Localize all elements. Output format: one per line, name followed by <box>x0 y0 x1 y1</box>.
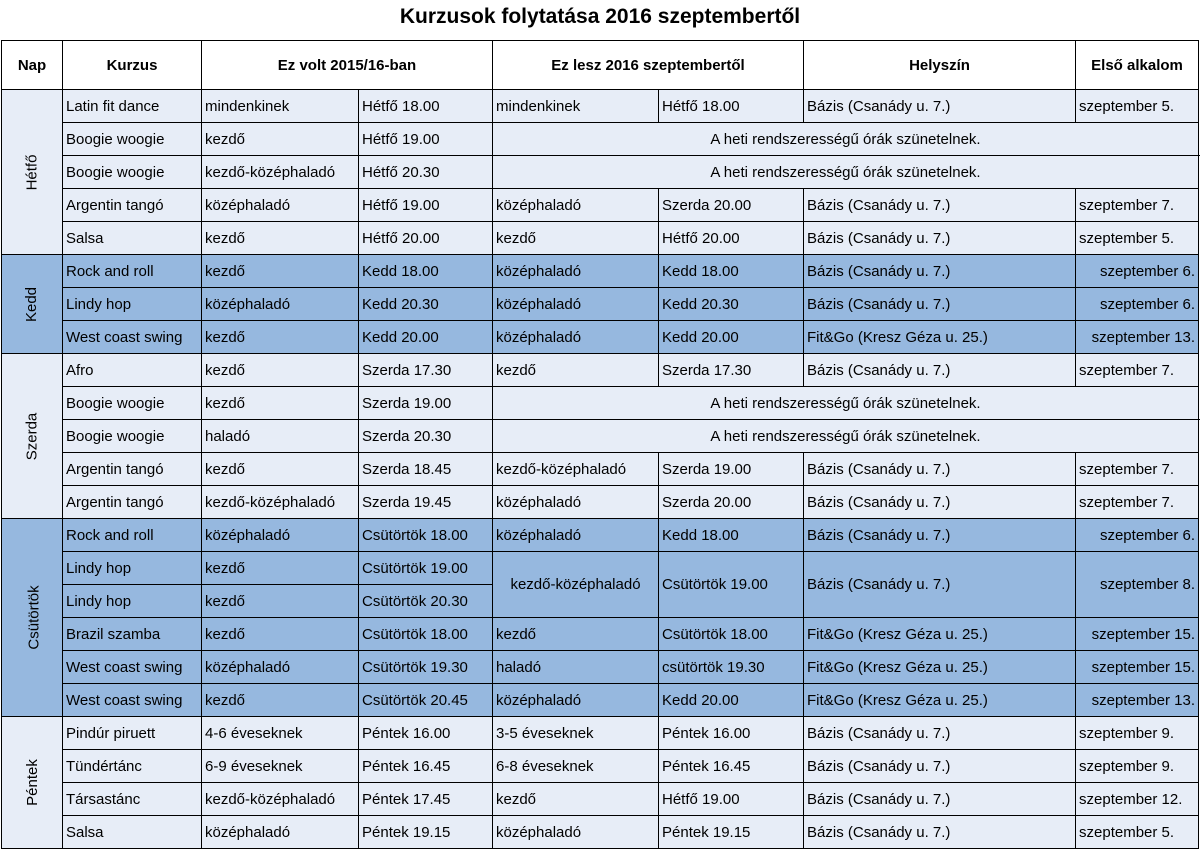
course-cell: West coast swing <box>63 684 202 717</box>
place-cell: Bázis (Csanády u. 7.) <box>804 519 1076 552</box>
first-cell: szeptember 13. <box>1076 321 1199 354</box>
course-cell: Boogie woogie <box>63 123 202 156</box>
header-day: Nap <box>2 41 63 90</box>
new-level-cell: 3-5 éveseknek <box>493 717 659 750</box>
old-level-cell: mindenkinek <box>202 90 359 123</box>
place-cell: Bázis (Csanády u. 7.) <box>804 816 1076 849</box>
old-level-cell: középhaladó <box>202 189 359 222</box>
old-level-cell: kezdő <box>202 552 359 585</box>
schedule-table <box>1 40 1199 849</box>
old-level-cell: kezdő-középhaladó <box>202 783 359 816</box>
old-time-cell: Kedd 20.00 <box>359 321 493 354</box>
course-cell: Boogie woogie <box>63 420 202 453</box>
course-cell: West coast swing <box>63 651 202 684</box>
day-label-tuesday: Kedd <box>2 255 63 354</box>
course-cell: Argentin tangó <box>63 486 202 519</box>
day-label-wednesday: Szerda <box>2 354 63 519</box>
new-level-cell: kezdő <box>493 222 659 255</box>
table-row <box>2 354 1199 387</box>
new-time-cell: Kedd 18.00 <box>659 255 804 288</box>
new-time-cell: Kedd 20.00 <box>659 321 804 354</box>
place-cell: Fit&Go (Kresz Géza u. 25.) <box>804 651 1076 684</box>
new-time-cell: Kedd 20.30 <box>659 288 804 321</box>
place-cell: Bázis (Csanády u. 7.) <box>804 90 1076 123</box>
new-time-cell: Szerda 20.00 <box>659 486 804 519</box>
header-new: Ez lesz 2016 szeptembertől <box>493 41 804 90</box>
table-row <box>2 321 1199 354</box>
old-time-cell: Szerda 20.30 <box>359 420 493 453</box>
day-label-monday: Hétfő <box>2 90 63 255</box>
old-time-cell: Szerda 17.30 <box>359 354 493 387</box>
new-level-cell: haladó <box>493 651 659 684</box>
table-row <box>2 387 1199 420</box>
table-row <box>2 123 1199 156</box>
place-cell: Bázis (Csanády u. 7.) <box>804 783 1076 816</box>
suspended-note: A heti rendszerességű órák szünetelnek. <box>493 123 1199 156</box>
new-level-cell: középhaladó <box>493 189 659 222</box>
old-time-cell: Csütörtök 18.00 <box>359 618 493 651</box>
course-cell: Lindy hop <box>63 288 202 321</box>
place-cell: Bázis (Csanády u. 7.) <box>804 288 1076 321</box>
old-time-cell: Kedd 20.30 <box>359 288 493 321</box>
table-row <box>2 717 1199 750</box>
new-level-cell: kezdő <box>493 783 659 816</box>
course-cell: Salsa <box>63 222 202 255</box>
first-cell: szeptember 5. <box>1076 816 1199 849</box>
old-time-cell: Kedd 18.00 <box>359 255 493 288</box>
first-cell: szeptember 13. <box>1076 684 1199 717</box>
course-cell: Boogie woogie <box>63 387 202 420</box>
new-level-cell: középhaladó <box>493 255 659 288</box>
table-row <box>2 750 1199 783</box>
header-place: Helyszín <box>804 41 1076 90</box>
table-row <box>2 189 1199 222</box>
table-row <box>2 552 1199 585</box>
course-cell: Argentin tangó <box>63 189 202 222</box>
place-cell: Fit&Go (Kresz Géza u. 25.) <box>804 618 1076 651</box>
old-time-cell: Péntek 17.45 <box>359 783 493 816</box>
day-label-friday: Péntek <box>2 717 63 849</box>
old-time-cell: Hétfő 20.30 <box>359 156 493 189</box>
table-row <box>2 156 1199 189</box>
new-level-cell: kezdő <box>493 618 659 651</box>
place-cell: Fit&Go (Kresz Géza u. 25.) <box>804 684 1076 717</box>
new-level-cell: kezdő-középhaladó <box>493 453 659 486</box>
first-cell: szeptember 5. <box>1076 222 1199 255</box>
new-level-cell: középhaladó <box>493 288 659 321</box>
new-time-cell: Szerda 19.00 <box>659 453 804 486</box>
course-cell: Tündértánc <box>63 750 202 783</box>
new-time-cell: Kedd 18.00 <box>659 519 804 552</box>
old-time-cell: Csütörtök 20.30 <box>359 585 493 618</box>
new-level-cell: középhaladó <box>493 486 659 519</box>
table-row <box>2 255 1199 288</box>
course-cell: Argentin tangó <box>63 453 202 486</box>
day-label-thursday: Csütörtök <box>2 519 63 717</box>
old-level-cell: 4-6 éveseknek <box>202 717 359 750</box>
table-row <box>2 816 1199 849</box>
course-cell: Latin fit dance <box>63 90 202 123</box>
page-title: Kurzusok folytatása 2016 szeptembertől <box>399 5 801 28</box>
place-cell: Bázis (Csanády u. 7.) <box>804 354 1076 387</box>
new-time-cell: Hétfő 19.00 <box>659 783 804 816</box>
place-cell: Bázis (Csanády u. 7.) <box>804 717 1076 750</box>
course-cell: Lindy hop <box>63 585 202 618</box>
first-cell: szeptember 7. <box>1076 486 1199 519</box>
new-time-cell: Csütörtök 19.00 <box>659 552 804 618</box>
first-cell: szeptember 6. <box>1076 255 1199 288</box>
header-old: Ez volt 2015/16-ban <box>202 41 493 90</box>
old-time-cell: Hétfő 20.00 <box>359 222 493 255</box>
old-time-cell: Csütörtök 18.00 <box>359 519 493 552</box>
suspended-note: A heti rendszerességű órák szünetelnek. <box>493 156 1199 189</box>
new-level-cell: középhaladó <box>493 816 659 849</box>
course-cell: Társastánc <box>63 783 202 816</box>
first-cell: szeptember 7. <box>1076 354 1199 387</box>
new-level-cell: kezdő-középhaladó <box>493 552 659 618</box>
table-row <box>2 288 1199 321</box>
old-level-cell: kezdő <box>202 255 359 288</box>
new-time-cell: Szerda 20.00 <box>659 189 804 222</box>
old-level-cell: kezdő <box>202 618 359 651</box>
course-cell: Boogie woogie <box>63 156 202 189</box>
course-cell: Lindy hop <box>63 552 202 585</box>
course-cell: West coast swing <box>63 321 202 354</box>
course-cell: Rock and roll <box>63 519 202 552</box>
old-level-cell: 6-9 éveseknek <box>202 750 359 783</box>
course-cell: Brazil szamba <box>63 618 202 651</box>
first-cell: szeptember 15. <box>1076 651 1199 684</box>
place-cell: Bázis (Csanády u. 7.) <box>804 189 1076 222</box>
new-time-cell: Péntek 19.15 <box>659 816 804 849</box>
old-time-cell: Hétfő 18.00 <box>359 90 493 123</box>
new-level-cell: középhaladó <box>493 519 659 552</box>
first-cell: szeptember 7. <box>1076 453 1199 486</box>
new-time-cell: Péntek 16.00 <box>659 717 804 750</box>
old-level-cell: középhaladó <box>202 651 359 684</box>
old-level-cell: kezdő <box>202 354 359 387</box>
first-cell: szeptember 8. <box>1076 552 1199 618</box>
new-level-cell: kezdő <box>493 354 659 387</box>
suspended-note: A heti rendszerességű órák szünetelnek. <box>493 420 1199 453</box>
table-row <box>2 684 1199 717</box>
place-cell: Bázis (Csanády u. 7.) <box>804 750 1076 783</box>
old-level-cell: kezdő <box>202 684 359 717</box>
new-level-cell: középhaladó <box>493 321 659 354</box>
place-cell: Bázis (Csanády u. 7.) <box>804 453 1076 486</box>
course-cell: Rock and roll <box>63 255 202 288</box>
place-cell: Fit&Go (Kresz Géza u. 25.) <box>804 321 1076 354</box>
new-time-cell: Hétfő 18.00 <box>659 90 804 123</box>
header-first: Első alkalom <box>1076 41 1199 90</box>
old-level-cell: kezdő <box>202 585 359 618</box>
new-time-cell: Hétfő 20.00 <box>659 222 804 255</box>
old-time-cell: Csütörtök 19.00 <box>359 552 493 585</box>
new-time-cell: Kedd 20.00 <box>659 684 804 717</box>
table-row <box>2 618 1199 651</box>
header-course: Kurzus <box>63 41 202 90</box>
old-level-cell: kezdő <box>202 387 359 420</box>
new-level-cell: mindenkinek <box>493 90 659 123</box>
table-row <box>2 420 1199 453</box>
course-cell: Salsa <box>63 816 202 849</box>
table-row <box>2 222 1199 255</box>
table-row <box>2 519 1199 552</box>
old-time-cell: Szerda 19.00 <box>359 387 493 420</box>
old-time-cell: Szerda 19.45 <box>359 486 493 519</box>
new-time-cell: Péntek 16.45 <box>659 750 804 783</box>
course-cell: Afro <box>63 354 202 387</box>
new-level-cell: középhaladó <box>493 684 659 717</box>
old-level-cell: kezdő <box>202 453 359 486</box>
place-cell: Bázis (Csanády u. 7.) <box>804 552 1076 618</box>
first-cell: szeptember 12. <box>1076 783 1199 816</box>
table-row <box>2 783 1199 816</box>
old-time-cell: Hétfő 19.00 <box>359 123 493 156</box>
table-row <box>2 651 1199 684</box>
first-cell: szeptember 15. <box>1076 618 1199 651</box>
first-cell: szeptember 5. <box>1076 90 1199 123</box>
first-cell: szeptember 6. <box>1076 288 1199 321</box>
place-cell: Bázis (Csanády u. 7.) <box>804 255 1076 288</box>
first-cell: szeptember 6. <box>1076 519 1199 552</box>
old-level-cell: haladó <box>202 420 359 453</box>
old-level-cell: középhaladó <box>202 519 359 552</box>
old-time-cell: Hétfő 19.00 <box>359 189 493 222</box>
old-level-cell: kezdő <box>202 222 359 255</box>
old-level-cell: kezdő <box>202 321 359 354</box>
table-row <box>2 453 1199 486</box>
table-row <box>2 486 1199 519</box>
old-level-cell: kezdő-középhaladó <box>202 156 359 189</box>
first-cell: szeptember 7. <box>1076 189 1199 222</box>
old-time-cell: Péntek 16.45 <box>359 750 493 783</box>
old-time-cell: Szerda 18.45 <box>359 453 493 486</box>
header-row <box>2 41 1199 90</box>
new-level-cell: 6-8 éveseknek <box>493 750 659 783</box>
old-time-cell: Csütörtök 20.45 <box>359 684 493 717</box>
new-time-cell: csütörtök 19.30 <box>659 651 804 684</box>
old-level-cell: középhaladó <box>202 288 359 321</box>
first-cell: szeptember 9. <box>1076 717 1199 750</box>
old-time-cell: Péntek 16.00 <box>359 717 493 750</box>
course-cell: Pindúr piruett <box>63 717 202 750</box>
old-time-cell: Csütörtök 19.30 <box>359 651 493 684</box>
place-cell: Bázis (Csanády u. 7.) <box>804 222 1076 255</box>
suspended-note: A heti rendszerességű órák szünetelnek. <box>493 387 1199 420</box>
place-cell: Bázis (Csanády u. 7.) <box>804 486 1076 519</box>
table-row <box>2 90 1199 123</box>
old-level-cell: középhaladó <box>202 816 359 849</box>
old-level-cell: kezdő <box>202 123 359 156</box>
old-level-cell: kezdő-középhaladó <box>202 486 359 519</box>
old-time-cell: Péntek 19.15 <box>359 816 493 849</box>
first-cell: szeptember 9. <box>1076 750 1199 783</box>
new-time-cell: Szerda 17.30 <box>659 354 804 387</box>
new-time-cell: Csütörtök 18.00 <box>659 618 804 651</box>
